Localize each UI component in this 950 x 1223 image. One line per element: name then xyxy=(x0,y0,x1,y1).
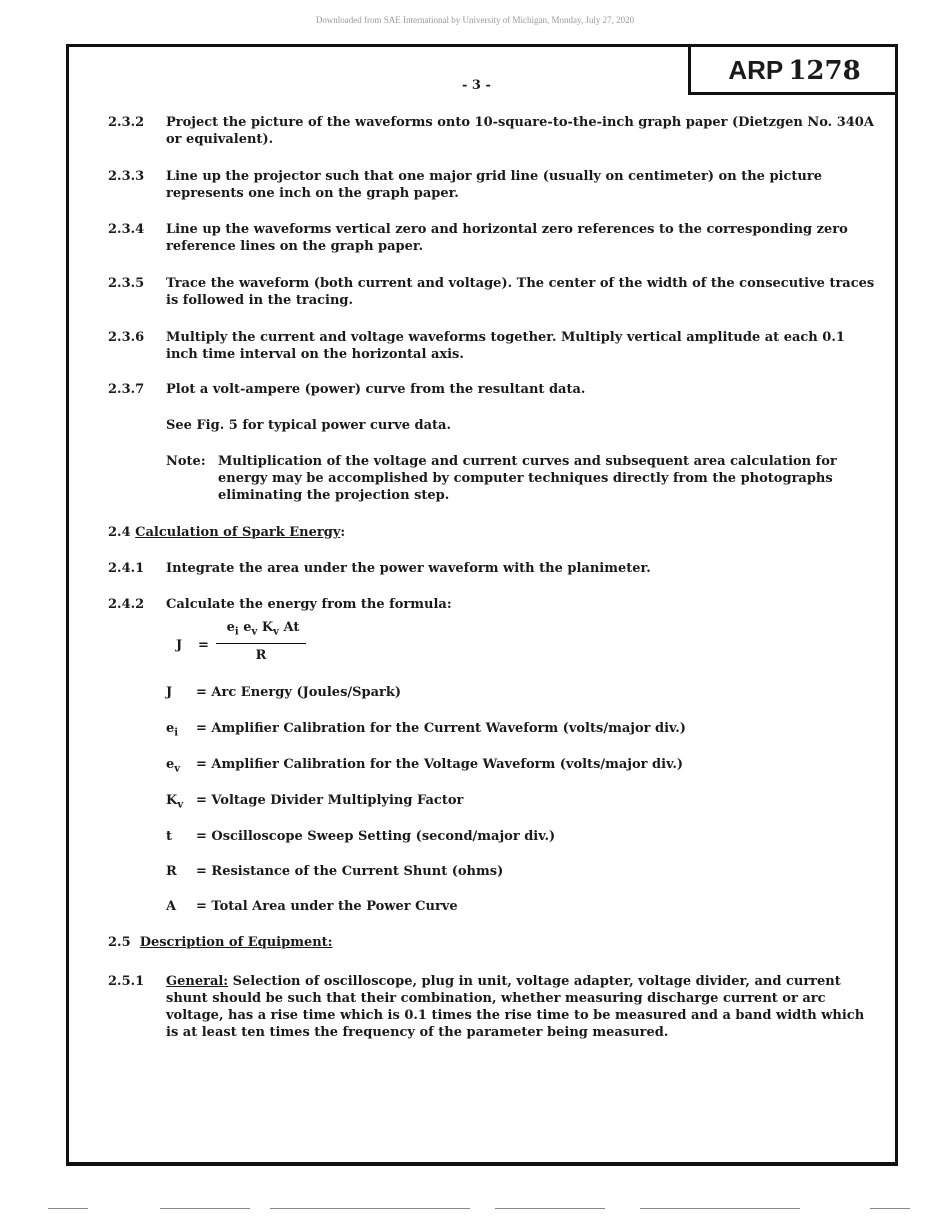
note-block xyxy=(166,453,866,504)
document-id-box xyxy=(688,44,898,95)
scan-artifact xyxy=(48,1208,88,1209)
definition-row: $e_v$ = Amplifier Calibration for the Voltage Waveform (volts/major div.) xyxy=(166,757,684,775)
section-item: 2.3.4 Line up the waveforms vertical zero and horizontal zero references to the corresponding zero reference lines on the graph paper. xyxy=(108,222,848,254)
section-item: 2.3.5 Trace the waveform (both current and voltage). The center of the width of the consecutive traces is followed in the tracing. xyxy=(108,276,875,308)
definition-row: $K_v$ = Voltage Divider Multiplying Factor xyxy=(166,793,464,811)
definition-row: J = Arc Energy (Joules/Spark) xyxy=(166,685,402,700)
page-number: - 3 - xyxy=(462,78,491,93)
section-heading-2-5: 2.5 Description of Equipment: xyxy=(108,935,333,950)
section-item: 2.4.2 Calculate the energy from the formula: xyxy=(108,597,452,612)
scan-artifact xyxy=(640,1208,800,1209)
fraction-bar xyxy=(216,643,306,644)
scan-artifact xyxy=(160,1208,250,1209)
section-item: 2.3.3 Line up the projector such that one major grid line (usually on centimeter) on the picture represents one inch on the graph paper. xyxy=(108,169,822,201)
section-item: 2.3.2 Project the picture of the waveforms onto 10-square-to-the-inch graph paper (Dietzgen No. 340A or equivalent). xyxy=(108,115,874,147)
formula-denominator: R xyxy=(255,648,267,663)
section-item: 2.5.1 General: Selection of oscilloscope, plug in unit, voltage adapter, voltage divider, and current shunt should be such that their combination, whether measuring discharge current or arc voltage, has a rise time which is 0.1 times the rise time to be measured and a band width which is at least ten times the frequency of the parameter being measured. xyxy=(108,974,865,1040)
section-item: 2.3.7 Plot a volt-ampere (power) curve from the resultant data. xyxy=(108,382,586,397)
download-watermark: Downloaded from SAE International by University of Michigan, Monday, July 27, 2020 xyxy=(315,15,635,25)
definition-row: R = Resistance of the Current Shunt (ohms) xyxy=(166,864,504,879)
note-label: Note: xyxy=(166,454,206,469)
scan-artifact xyxy=(270,1208,470,1209)
note-text: Multiplication of the voltage and current curves and subsequent area calculation for energy may be accomplished by computer techniques directly from the photographs eliminating the projection step. xyxy=(218,454,837,503)
section-item: 2.4.1 Integrate the area under the power waveform with the planimeter. xyxy=(108,561,651,576)
scan-artifact xyxy=(495,1208,605,1209)
definition-row: $e_i$ = Amplifier Calibration for the Current Waveform (volts/major div.) xyxy=(166,721,686,739)
section-item: 2.3.6 Multiply the current and voltage waveforms together. Multiply vertical amplitude at each 0.1 inch time interval on the horizontal axis. xyxy=(108,330,845,362)
formula-numerator: $e_i$ $e_v$ $K_v$ At xyxy=(226,620,300,638)
arp-label: ARP xyxy=(728,55,784,85)
section-heading-2-4: 2.4 Calculation of Spark Energy: xyxy=(108,525,346,540)
definition-row: A = Total Area under the Power Curve xyxy=(166,899,458,914)
arp-number: 1278 xyxy=(788,56,861,86)
see-figure-text: See Fig. 5 for typical power curve data. xyxy=(166,418,451,433)
definition-row: t = Oscilloscope Sweep Setting (second/major div.) xyxy=(166,829,556,844)
scan-artifact xyxy=(870,1208,910,1209)
